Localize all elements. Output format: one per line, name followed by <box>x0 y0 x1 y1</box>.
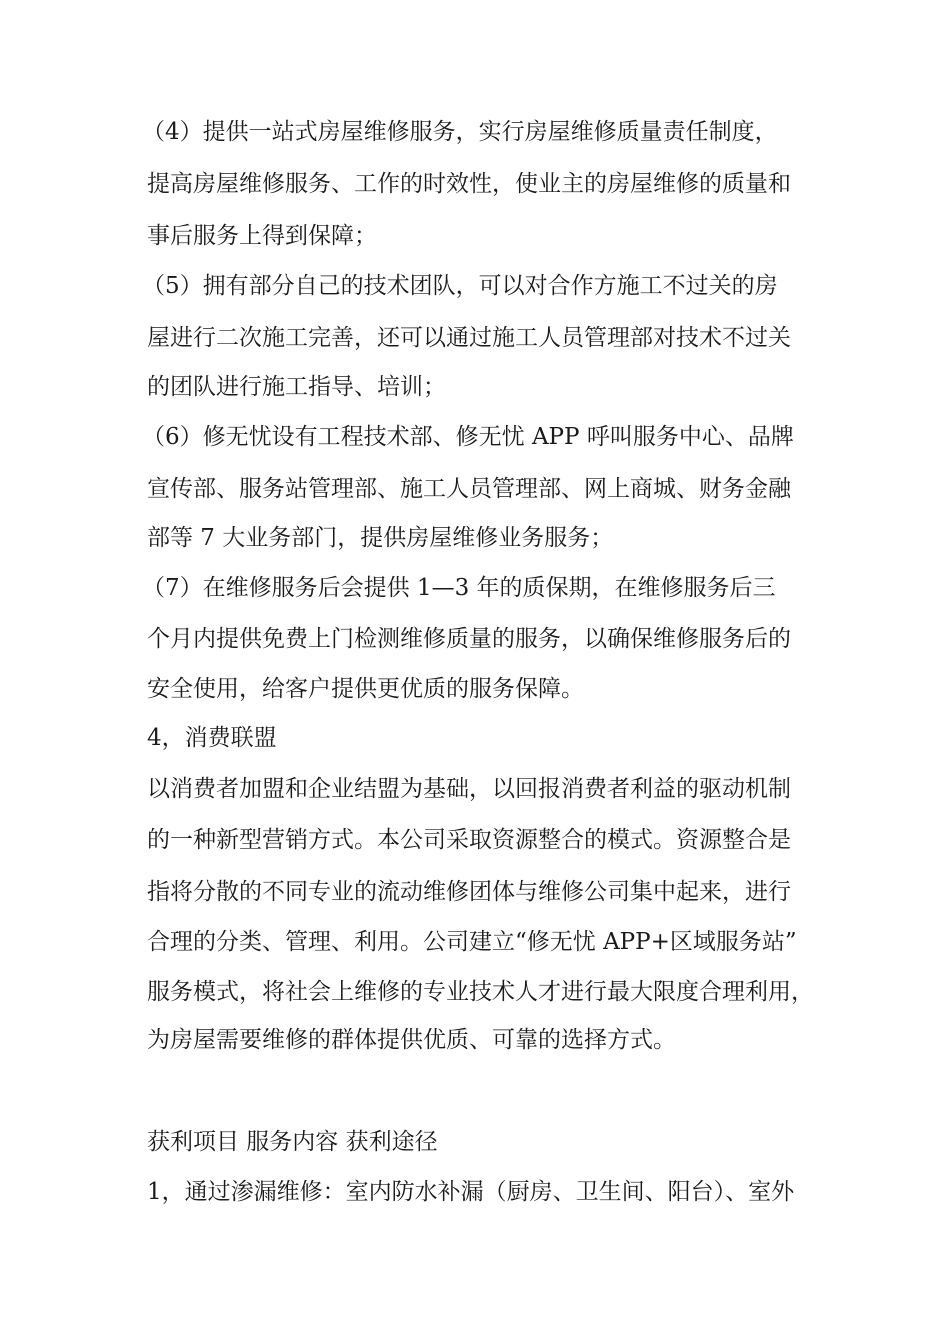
paragraph-line: 的团队进行施工指导、培训； <box>147 374 446 400</box>
paragraph-line: 为房屋需要维修的群体提供优质、可靠的选择方式。 <box>147 1027 676 1053</box>
paragraph-line: 服务模式，将社会上维修的专业技术人才进行最大限度合理利用， <box>147 979 814 1005</box>
paragraph-line: （5）拥有部分自己的技术团队，可以对合作方施工不过关的房 <box>142 273 778 299</box>
paragraph-line: 事后服务上得到保障； <box>147 223 377 249</box>
paragraph-line: 合理的分类、管理、利用。公司建立“修无忧 APP+区域服务站” <box>147 929 797 955</box>
paragraph-line: 个月内提供免费上门检测维修质量的服务，以确保维修服务后的 <box>147 626 791 652</box>
paragraph-line: 的一种新型营销方式。本公司采取资源整合的模式。资源整合是 <box>147 827 791 853</box>
paragraph-line: 宣传部、服务站管理部、施工人员管理部、网上商城、财务金融 <box>147 476 791 502</box>
paragraph-line: 提高房屋维修服务、工作的时效性，使业主的房屋维修的质量和 <box>147 171 791 197</box>
section-heading: 4，消费联盟 <box>147 725 277 751</box>
paragraph-line: （4）提供一站式房屋维修服务，实行房屋维修质量责任制度， <box>142 119 778 145</box>
paragraph-line: （7）在维修服务后会提供 1—3 年的质保期，在维修服务后三 <box>142 575 776 601</box>
paragraph-line: 安全使用，给客户提供更优质的服务保障。 <box>147 676 584 702</box>
paragraph-line: 1，通过渗漏维修：室内防水补漏（厨房、卫生间、阳台）、室外 <box>147 1179 795 1205</box>
paragraph-line: 以消费者加盟和企业结盟为基础，以回报消费者利益的驱动机制 <box>147 776 791 802</box>
paragraph-line: （6）修无忧设有工程技术部、修无忧 APP 呼叫服务中心、品牌 <box>142 424 794 450</box>
paragraph-line: 屋进行二次施工完善，还可以通过施工人员管理部对技术不过关 <box>147 325 791 351</box>
table-header-line: 获利项目 服务内容 获利途径 <box>147 1129 438 1155</box>
paragraph-line: 部等 7 大业务部门，提供房屋维修业务服务； <box>147 525 614 551</box>
paragraph-line: 指将分散的不同专业的流动维修团体与维修公司集中起来，进行 <box>147 879 791 905</box>
